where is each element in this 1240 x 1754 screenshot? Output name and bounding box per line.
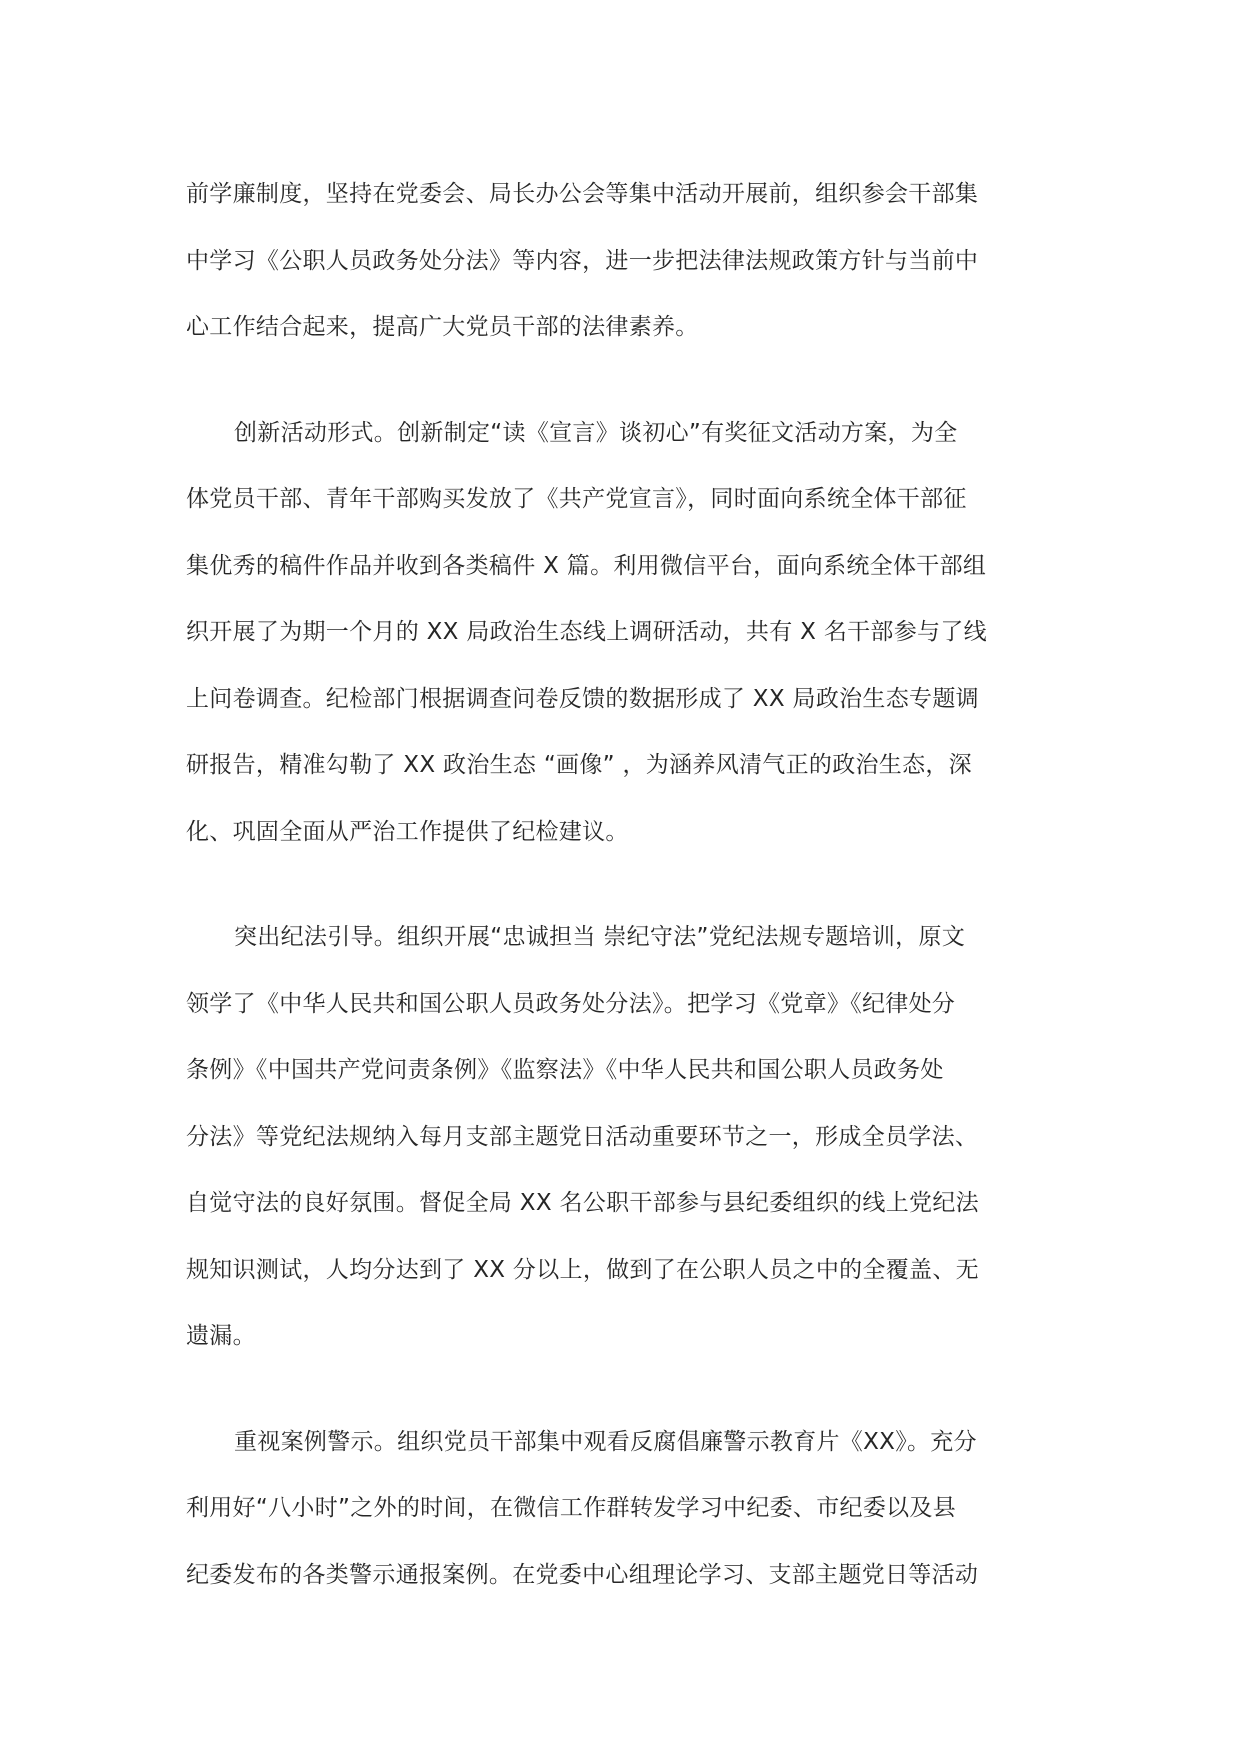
document-body (186, 178, 1054, 1664)
paragraph (186, 178, 1054, 378)
paragraph (186, 417, 1054, 883)
paragraph (186, 1426, 1054, 1626)
text-line: 创新活动形式。创新制定“读《宣言》谈初心”有奖征文活动方案，为全 (234, 419, 958, 446)
text-line: 心工作结合起来，提高广大党员干部的法律素养。 (186, 314, 699, 340)
text-line: 条例》《中国共产党问责条例》《监察法》《中华人民共和国公职人员政务处 (186, 1057, 944, 1083)
text-line: 领学了《中华人民共和国公职人员政务处分法》。把学习《党章》《纪律处分 (186, 990, 956, 1017)
text-line: 上问卷调查。纪检部门根据调查问卷反馈的数据形成了 XX 局政治生态专题调 (186, 685, 979, 712)
text-line: 分法》等党纪法规纳入每月支部主题党日活动重要环节之一，形成全员学法、 (186, 1123, 979, 1150)
text-line: 体党员干部、青年干部购买发放了《共产党宣言》，同时面向系统全体干部征 (186, 486, 967, 512)
text-line: 利用好“八小时”之外的时间，在微信工作群转发学习中纪委、市纪委以及县 (186, 1495, 957, 1521)
text-line: 突出纪法引导。组织开展“忠诚担当 崇纪守法”党纪法规专题培训，原文 (234, 924, 966, 950)
text-line: 纪委发布的各类警示通报案例。在党委中心组理论学习、支部主题党日等活动 (186, 1561, 979, 1588)
text-line: 重视案例警示。组织党员干部集中观看反腐倡廉警示教育片《XX》。充分 (234, 1428, 977, 1455)
text-line: 前学廉制度，坚持在党委会、局长办公会等集中活动开展前，组织参会干部集 (186, 181, 979, 207)
text-line: 集优秀的稿件作品并收到各类稿件 X 篇。利用微信平台，面向系统全体干部组 (186, 552, 987, 579)
text-line: 自觉守法的良好氛围。督促全局 XX 名公职干部参与县纪委组织的线上党纪法 (186, 1190, 979, 1216)
text-line: 织开展了为期一个月的 XX 局政治生态线上调研活动，共有 X 名干部参与了线 (186, 619, 987, 645)
text-line: 化、巩固全面从严治工作提供了纪检建议。 (186, 818, 629, 845)
text-line: 遗漏。 (186, 1323, 256, 1349)
text-line: 研报告，精准勾勒了 XX 政治生态 “画像” ，为涵养风清气正的政治生态，深 (186, 752, 972, 778)
text-line: 中学习《公职人员政务处分法》等内容，进一步把法律法规政策方针与当前中 (186, 247, 979, 274)
paragraph (186, 921, 1054, 1387)
text-line: 规知识测试，人均分达到了 XX 分以上，做到了在公职人员之中的全覆盖、无 (186, 1256, 979, 1283)
